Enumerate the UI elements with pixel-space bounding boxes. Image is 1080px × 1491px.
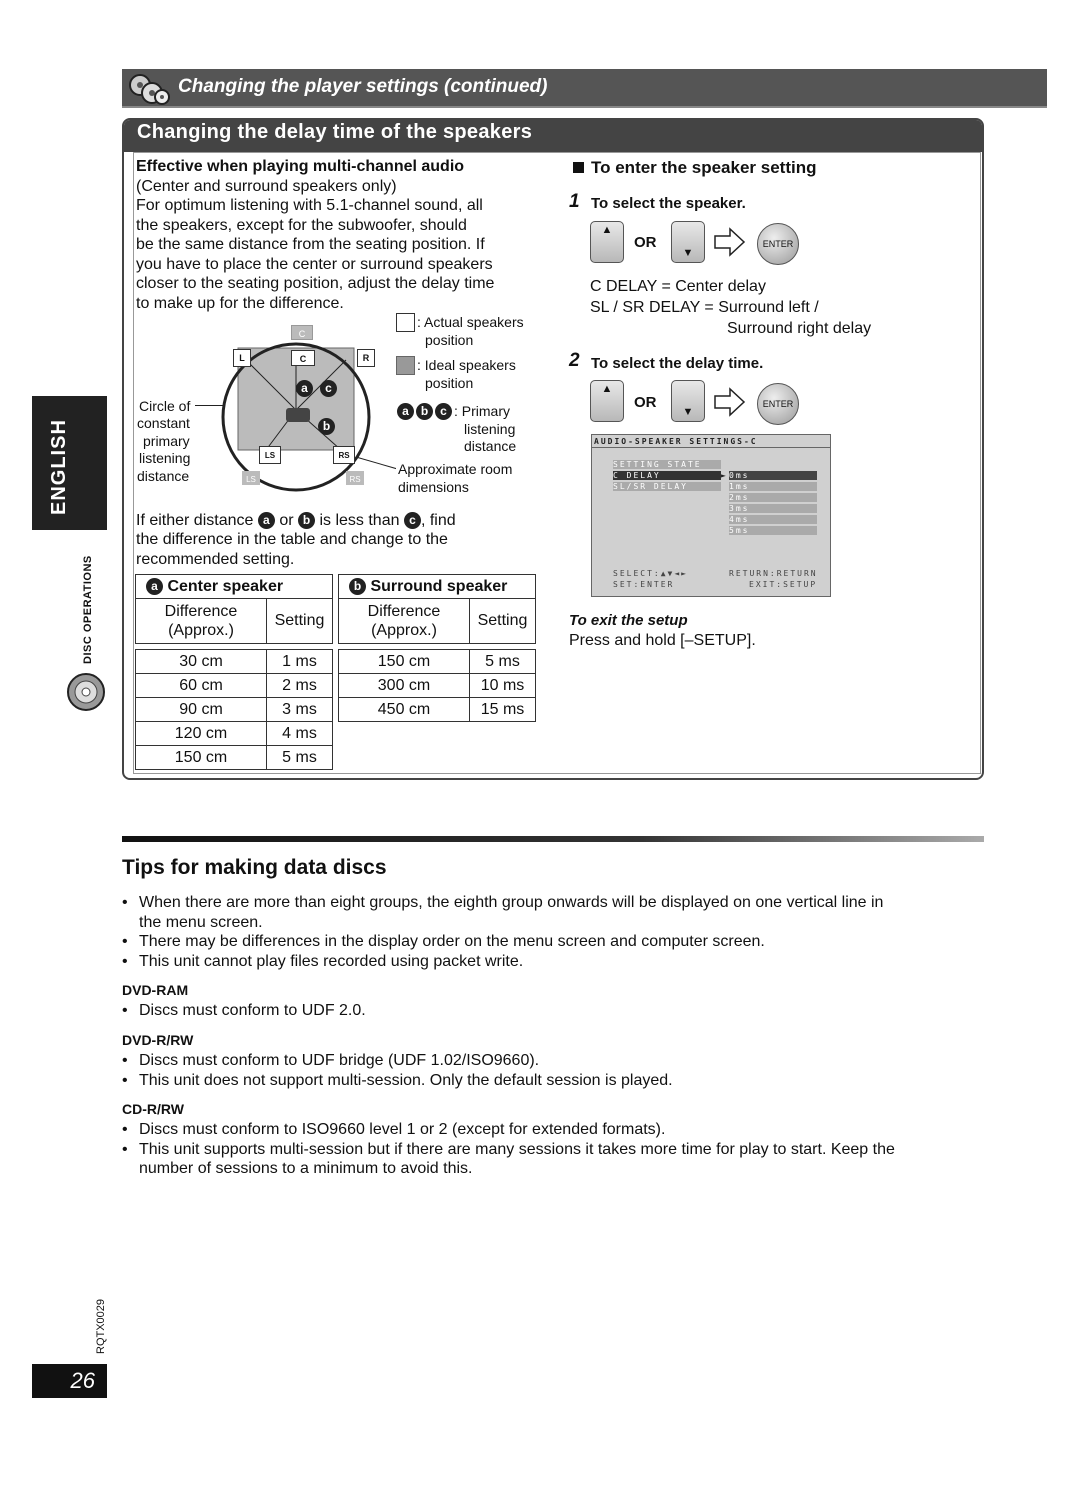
list-item-text: number of sessions to a minimum to avoid this. [139,1160,473,1177]
list-item [122,1001,982,1021]
legend-room-2: dimensions [398,479,469,495]
down-button[interactable] [671,380,705,422]
osd-value[interactable]: 4ms [729,515,817,524]
list-item-text: There may be differences in the display order on the menu screen and computer screen. [139,933,765,950]
bullet: • [122,952,128,970]
cd-r-heading: CD-R/RW [122,1101,184,1117]
arrow-right-icon [713,227,747,257]
list-item-text: This unit cannot play files recorded using packet write. [139,952,524,970]
osd-value[interactable]: 1ms [729,482,817,491]
header-underline [122,106,1047,108]
cell: 90 cm [136,698,267,722]
col-label: (Approx.) [371,622,437,639]
list-item-text: Discs must conform to UDF bridge (UDF 1.02/ISO9660). [139,1052,540,1069]
note-line3: recommended setting. [136,551,295,568]
exit-setup-title: To exit the setup [569,612,688,629]
section-header-title: Changing the player settings (continued) [178,76,548,97]
cell: 5 ms [267,746,333,770]
table-row [136,698,333,722]
body-line: you have to place the center or surround speakers [136,256,493,273]
list-item-text: This unit supports multi-session but if there are many sessions it takes more time for play to start. Keep the [139,1140,895,1158]
col-label: Difference [164,603,238,620]
list-item-text: This unit does not support multi-session. Only the default session is played. [139,1071,673,1089]
osd-divider [591,447,831,448]
note-mark-a: a [258,512,275,529]
cell: 4 ms [267,722,333,746]
legend-primary: : Primary [454,403,510,419]
down-arrow-icon: ▼ [682,406,694,418]
body-line: to make up for the difference. [136,295,344,312]
cd-r-list [122,1120,982,1179]
legend-ideal-2: position [425,375,474,391]
cell: 3 ms [267,698,333,722]
list-item [122,1159,982,1179]
body-line: For optimum listening with 5.1-channel sound, all [136,197,483,214]
dvd-ram-heading: DVD-RAM [122,982,189,998]
list-item-text: When there are more than eight groups, the eighth group onwards will be displayed on one vertical line in [139,894,884,911]
table-row [136,650,333,674]
note-mark-b: b [298,512,315,529]
table-row [136,746,333,770]
cell: 60 cm [136,674,267,698]
tips-title: Tips for making data discs [122,856,387,879]
mark-b: b [318,418,335,435]
speaker-c-ideal: C [291,325,313,340]
list-item-text: Discs must conform to ISO9660 level 1 or 2 (except for extended formats). [139,1121,666,1138]
surround-speaker-table [338,574,536,722]
note-line2: the difference in the table and change to the [136,531,448,548]
body-line: the speakers, except for the subwoofer, should [136,217,467,234]
cell: 5 ms [470,650,536,674]
osd-c-delay: C DELAY [613,471,721,480]
body-line: be the same distance from the seating position. If [136,236,485,253]
document-code: RQTX0029 [95,1298,107,1354]
cell: 450 cm [339,698,470,722]
step1-label: To select the speaker. [591,195,746,212]
dvd-r-list [122,1051,982,1090]
legend-room: Approximate room [398,461,513,477]
legend-mark-c: c [435,403,452,420]
legend-mark-a: a [397,403,414,420]
legend-actual-2: position [425,332,474,348]
legend-ideal: : Ideal speakers [417,357,516,373]
cell: 15 ms [470,698,536,722]
center-table-mark: a [146,578,163,595]
bullet: • [122,1071,128,1089]
osd-value[interactable]: 3ms [729,504,817,513]
note-text: If either distance [136,512,254,529]
table-row [339,698,536,722]
note-mark-c: c [404,512,421,529]
cell: 10 ms [470,674,536,698]
table-row [136,722,333,746]
bullet: • [122,1052,128,1069]
down-button[interactable] [671,221,705,263]
ideal-speaker-icon [396,356,415,375]
center-col-setting: Setting [267,599,333,644]
note-text: , find [420,512,456,529]
speaker-c: C [291,350,315,366]
dvd-r-heading: DVD-R/RW [122,1032,194,1048]
speaker-r: R [357,349,375,367]
center-table-title-text: Center speaker [167,577,284,595]
disc-operations-label: DISC OPERATIONS [82,555,94,664]
cell: 1 ms [267,650,333,674]
or-label: OR [634,234,657,251]
cell: 300 cm [339,674,470,698]
up-button[interactable] [590,380,624,422]
list-item [122,893,982,913]
legend-actual: : Actual speakers [417,314,524,330]
page-number: 26 [32,1364,107,1398]
circle-label: distance [137,468,190,484]
body-line: (Center and surround speakers only) [136,178,397,195]
circle-pointer [195,405,225,406]
surround-table-mark: b [349,578,366,595]
col-label: Difference [367,603,441,620]
osd-value[interactable]: 0ms [729,471,817,480]
mark-a: a [296,380,313,397]
speaker-l: L [233,349,251,367]
osd-select-hint: SELECT:▲▼◄► [613,569,688,578]
up-button[interactable] [590,221,624,263]
osd-value[interactable]: 5ms [729,526,817,535]
up-arrow-icon: ▲ [601,383,613,395]
list-item [122,932,982,952]
cdelay-text: C DELAY = Center delay [590,278,766,295]
speaker-rs: RS [333,446,355,464]
center-col-difference [136,599,267,644]
arrow-right-icon [713,387,747,417]
osd-sl-delay: SL/SR DELAY [613,482,721,491]
table-row [339,674,536,698]
legend-mark-b: b [416,403,433,420]
osd-pointer-icon: ► [721,471,728,480]
cell: 150 cm [136,746,267,770]
speaker-rs-ideal: RS [346,471,364,485]
discs-icon [128,73,172,105]
bullet: • [122,1002,128,1019]
cell: 2 ms [267,674,333,698]
list-item-text: the menu screen. [139,913,263,931]
bullet: • [122,894,128,911]
list-item [122,1140,982,1160]
body-line: closer to the seating position, adjust the delay time [136,275,495,292]
surround-col-setting: Setting [470,599,536,644]
step2-label: To select the delay time. [591,355,764,372]
list-item [122,1120,982,1140]
actual-speaker-icon [396,313,415,332]
circle-label: listening [139,450,191,466]
section-separator [122,836,984,842]
step1-number: 1 [569,191,580,212]
surround-col-difference [339,599,470,644]
osd-value[interactable]: 2ms [729,493,817,502]
dvd-ram-list [122,1001,982,1021]
circle-label: primary [143,433,190,449]
enter-button[interactable]: ENTER [757,383,799,425]
bullet: • [122,933,128,950]
note-text: or [279,512,294,529]
enter-button[interactable]: ENTER [757,223,799,265]
cell: 120 cm [136,722,267,746]
table-row [136,674,333,698]
subhead: Effective when playing multi-channel audio [136,158,465,175]
tips-general-list [122,893,982,971]
circle-label: Circle of [139,398,191,414]
osd-state: SETTING STATE [613,460,721,469]
col-label: (Approx.) [168,622,234,639]
center-speaker-table [135,574,333,770]
srdelay-text: Surround right delay [727,320,872,337]
sldelay-text: SL / SR DELAY = Surround left / [590,299,819,316]
osd-exit-hint: EXIT:SETUP [749,580,818,589]
legend-primary-2: listening [464,421,516,437]
up-arrow-icon: ▲ [601,224,613,236]
right-heading: To enter the speaker setting [591,158,817,177]
surround-table-title-text: Surround speaker [370,577,508,595]
square-bullet-icon [573,162,584,173]
osd-title: AUDIO-SPEAKER SETTINGS-C [594,437,758,446]
osd-return-hint: RETURN:RETURN [729,569,818,578]
panel-title: Changing the delay time of the speakers [137,121,533,143]
speaker-ls: LS [259,446,281,464]
down-arrow-icon: ▼ [682,247,694,259]
list-item [122,952,982,972]
speaker-ls-ideal: LS [242,471,260,485]
note-line1 [136,511,456,531]
mark-c: c [320,380,337,397]
step2-number: 2 [569,350,580,371]
cell: 150 cm [339,650,470,674]
exit-setup-text: Press and hold [–SETUP]. [569,632,756,649]
center-table-title [136,575,333,599]
note-text: is less than [319,512,400,529]
language-tab-label: ENGLISH [48,419,70,515]
or-label: OR [634,394,657,411]
osd-set-hint: SET:ENTER [613,580,675,589]
disc-icon [66,672,106,712]
list-item-text: Discs must conform to UDF 2.0. [139,1002,366,1019]
table-row [339,650,536,674]
surround-table-title [339,575,536,599]
list-item [122,1051,982,1071]
speaker-layout-diagram [196,320,396,492]
list-item [122,913,982,933]
legend-primary-3: distance [464,438,517,454]
bullet: • [122,1140,128,1158]
list-item [122,1071,982,1091]
bullet: • [122,1121,128,1138]
circle-label: constant [137,415,190,431]
cell: 30 cm [136,650,267,674]
